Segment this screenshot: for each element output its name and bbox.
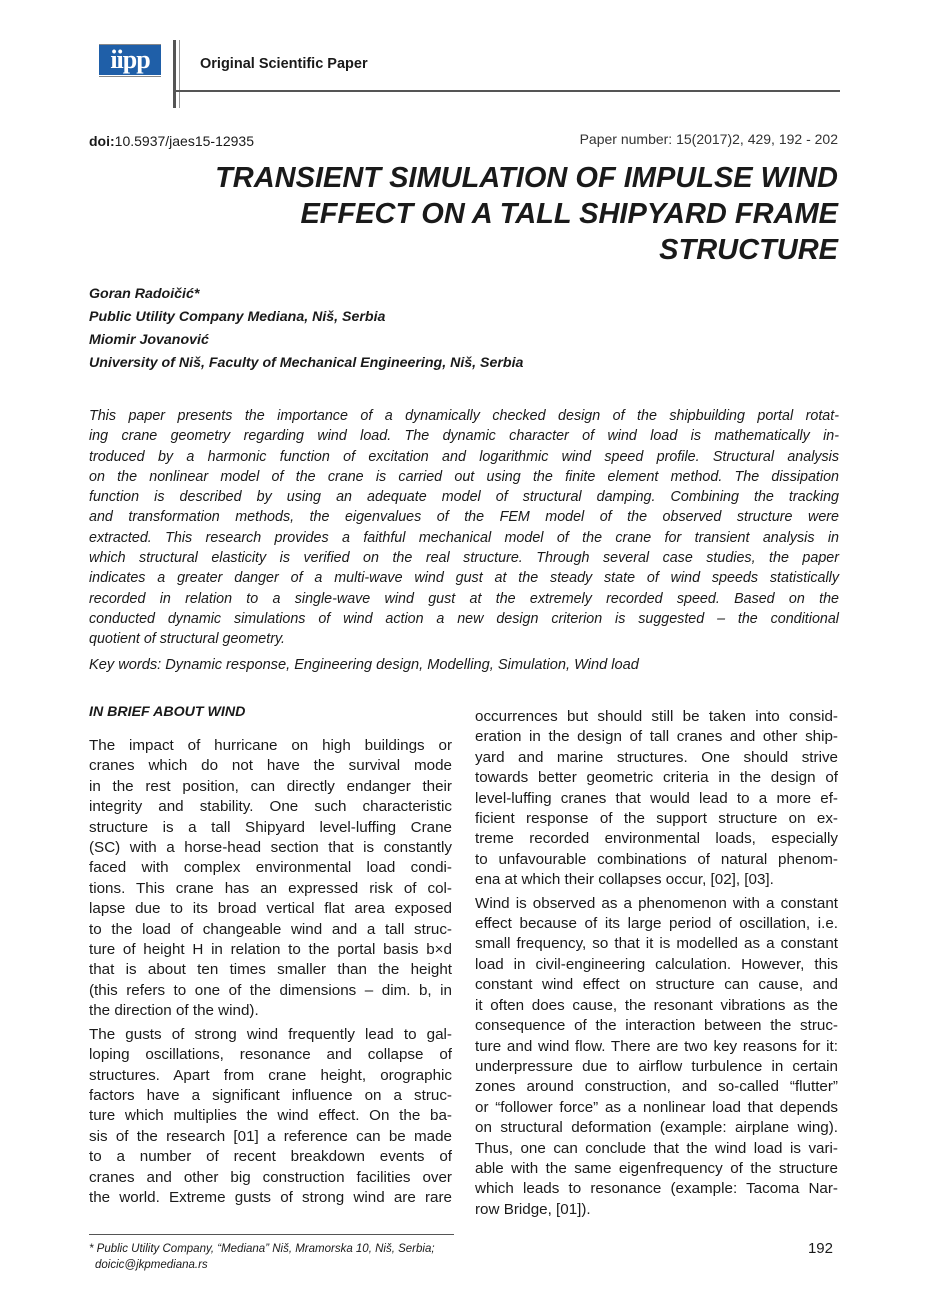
doi	[89, 133, 254, 149]
title-line: EFFECT ON A TALL SHIPYARD FRAME	[300, 198, 838, 230]
text-line: or “follower force” as a nonlinear load that depends	[475, 1098, 838, 1116]
text-line: underpressure due to airflow turbulence in certain	[475, 1057, 838, 1075]
author-name: Miomir Jovanović	[89, 332, 209, 348]
text-line: ture of height H in relation to the portal basis b×d	[89, 941, 452, 959]
paragraph	[89, 1025, 452, 1209]
text-line: to the load of changeable wind and a tall struc-	[89, 920, 452, 938]
text-line: yard and marine structures. One should strive	[475, 748, 838, 766]
abstract-line: function is described by using an adequate model of structural damping. Combining the tracking	[89, 489, 839, 506]
text-line: The impact of hurricane on high buildings or	[89, 737, 452, 754]
text-line: to unfavourable combinations of natural phenom-	[475, 850, 838, 868]
text-line: towards better geometric criteria in the design of	[475, 769, 838, 787]
paragraph	[475, 707, 838, 891]
abstract-line: on the nonlinear model of the crane is carried out using the finite element method. The dissipation	[89, 468, 839, 485]
text-line: zones around construction, and so-called “flutter”	[475, 1078, 838, 1096]
author-affiliation: University of Niš, Faculty of Mechanical Engineering, Niš, Serbia	[89, 355, 524, 371]
doi-value[interactable]: 10.5937/jaes15-12935	[114, 133, 254, 149]
text-line: occurrences but should still be taken into consid-	[475, 708, 838, 725]
text-line: lapse due to its broad vertical flat area exposed	[89, 900, 452, 918]
text-line: it often does cause, the resonant vibrations as the	[475, 996, 838, 1014]
text-line: the direction of the wind).	[89, 1002, 259, 1020]
abstract-line: recorded in relation to a single-wave wind gust at the extremely recorded speed. Based on the	[89, 590, 839, 607]
abstract-line: indicates a greater danger of a multi-wave wind gust at the steady state of wind speeds statistically	[89, 570, 839, 587]
text-line: that is about ten times smaller than the height	[89, 961, 452, 979]
abstract-line: extracted. This research provides a faithful mechanical model of the crane for transient analysis in	[89, 529, 839, 546]
paper-type-label: Original Scientific Paper	[200, 56, 368, 72]
right-column	[475, 707, 838, 1220]
journal-logo: iipp	[99, 45, 161, 75]
text-line: constant wind effect on structure can cause, and	[475, 976, 838, 994]
paper-title	[138, 160, 838, 268]
paper-number: Paper number: 15(2017)2, 429, 192 - 202	[579, 131, 838, 147]
section-heading: IN BRIEF ABOUT WIND	[89, 704, 246, 720]
text-line: in the rest position, can directly endanger their	[89, 777, 452, 795]
footnote-rule	[89, 1234, 454, 1235]
text-line: to a number of recent breakdown events of	[89, 1148, 452, 1166]
text-line: treme recorded environmental loads, especially	[475, 830, 838, 848]
header-rule	[176, 90, 840, 92]
abstract-line: and transformation methods, the eigenvalues of the FEM model of the observed structure were	[89, 509, 839, 526]
footnote	[89, 1241, 435, 1273]
text-line: small frequency, so that it is modelled as a constant	[475, 935, 838, 953]
footnote-email[interactable]: doicic@jkpmediana.rs	[95, 1259, 208, 1271]
text-line: Thus, one can conclude that the wind load is vari-	[475, 1139, 838, 1157]
text-line: the world. Extreme gusts of strong wind are rare	[89, 1188, 452, 1206]
author-block	[89, 283, 523, 375]
header-vertical-bar-thin	[179, 40, 180, 108]
text-line: on structural deformation (example: airplane wing).	[475, 1119, 838, 1137]
text-line: Wind is observed as a phenomenon with a constant	[475, 894, 838, 912]
text-line: effect because of its large period of oscillation, i.e.	[475, 915, 838, 933]
header-vertical-bar	[173, 40, 176, 108]
text-line: ena at which their collapses occur, [02], [03].	[475, 871, 774, 889]
abstract-line: quotient of structural geometry.	[89, 631, 286, 648]
text-line: sis of the research [01] a reference can be made	[89, 1127, 452, 1145]
abstract-line: This paper presents the importance of a dynamically checked design of the shipbuilding portal rotat-	[89, 408, 839, 424]
text-line: (SC) with a horse-head section that is constantly	[89, 839, 452, 857]
text-line: load in civil-engineering calculation. However, this	[475, 955, 838, 973]
abstract-line: which structural elasticity is verified on the real structure. Through several case studies, the paper	[89, 550, 839, 567]
paragraph	[475, 894, 838, 1221]
text-line: ture which multiplies the wind effect. On the ba-	[89, 1107, 452, 1125]
text-line: eration in the design of tall cranes and other ship-	[475, 728, 838, 746]
title-line: TRANSIENT SIMULATION OF IMPULSE WIND	[215, 162, 838, 194]
footnote-address: * Public Utility Company, “Mediana” Niš, Mramorska 10, Niš, Serbia;	[89, 1243, 435, 1255]
text-line: structures. Apart from crane height, orographic	[89, 1066, 452, 1084]
paragraph	[89, 736, 452, 1022]
text-line: loping oscillations, resonance and collapse of	[89, 1046, 452, 1064]
text-line: cranes which do not have the survival mode	[89, 757, 452, 775]
title-line: STRUCTURE	[659, 234, 838, 266]
text-line: structure is a tall Shipyard level-luffing Crane	[89, 818, 452, 836]
text-line: level-luffing cranes that would lead to a more ef-	[475, 789, 838, 807]
text-line: factors have a significant influence on a struc-	[89, 1086, 452, 1104]
keywords: Key words: Dynamic response, Engineering design, Modelling, Simulation, Wind load	[89, 657, 639, 673]
text-line: which leads to resonance (example: Tacoma Nar-	[475, 1180, 838, 1198]
author-name: Goran Radoičić*	[89, 286, 200, 302]
abstract-line: troduced by a harmonic function of excitation and logarithmic wind speed profile. Structural analysis	[89, 448, 839, 465]
abstract-line: conducted dynamic simulations of wind action a new design criterion is suggested – the conditional	[89, 610, 839, 627]
text-line: faced with complex environmental load condi-	[89, 859, 452, 877]
abstract-line: ing crane geometry regarding wind load. The dynamic character of wind load is mathematically in-	[89, 428, 839, 445]
doi-label: doi:	[89, 133, 115, 149]
logo-rule-bottom	[99, 76, 161, 77]
text-line: The gusts of strong wind frequently lead to gal-	[89, 1025, 452, 1043]
abstract	[89, 406, 839, 650]
text-line: cranes and other big construction facilities over	[89, 1168, 452, 1186]
text-line: integrity and stability. One such characteristic	[89, 798, 452, 816]
page-number: 192	[807, 1240, 833, 1257]
author-affiliation: Public Utility Company Mediana, Niš, Serbia	[89, 309, 386, 325]
text-line: (this refers to one of the dimensions – dim. b, in	[89, 981, 452, 999]
text-line: ficient response of the support structure on ex-	[475, 810, 838, 828]
left-column	[89, 736, 452, 1208]
text-line: consequence of the interaction between the struc-	[475, 1017, 838, 1035]
text-line: able with the same eigenfrequency of the structure	[475, 1159, 838, 1177]
text-line: tions. This crane has an expressed risk of col-	[89, 879, 452, 897]
text-line: row Bridge, [01]).	[475, 1200, 591, 1218]
text-line: ture and wind flow. There are two key reasons for it:	[475, 1037, 838, 1055]
